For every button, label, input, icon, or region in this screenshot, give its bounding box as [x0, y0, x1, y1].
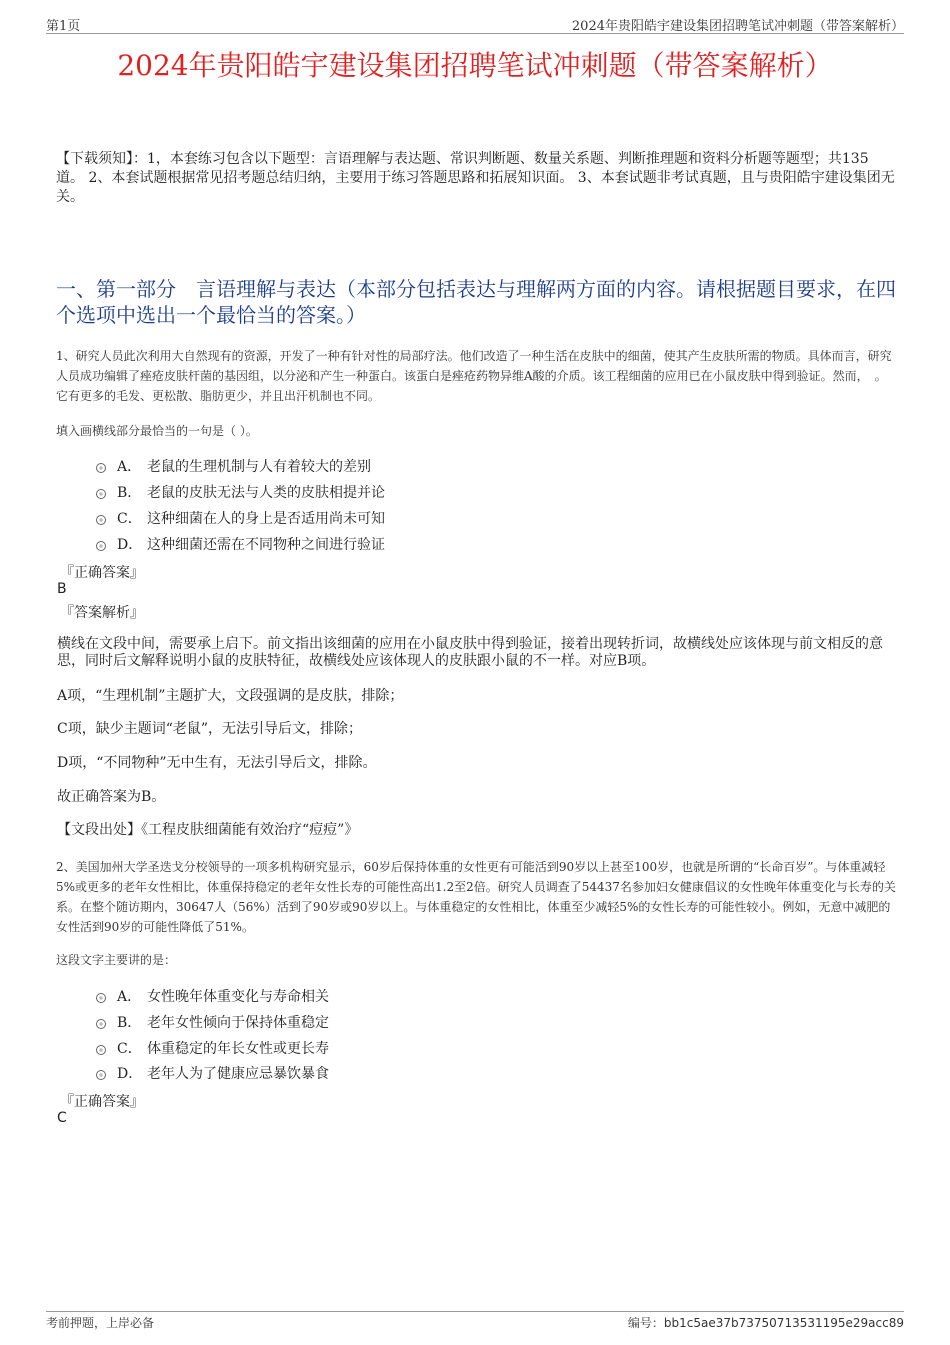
analysis-label: 『答案解析』 [60, 605, 144, 621]
question-1-prompt: 填入画横线部分最恰当的一句是（ ）。 [56, 424, 258, 438]
radio-icon[interactable] [96, 1070, 106, 1080]
correct-answer-label: 『正确答案』 [60, 1094, 144, 1110]
option-letter: C． [117, 1041, 142, 1057]
option-letter: B． [117, 485, 142, 501]
question-2-text: 2、美国加州大学圣迭戈分校领导的一项多机构研究显示，60岁后保持体重的女性更有可能活到90岁以上甚至100岁，也就是所谓的“长命百岁”。与体重减轻5%或更多的老年女性相比，体重保持稳定的老年女性长寿的可能性高出1.2至2倍。研究人员调查了54437名参加妇女健康倡议的女性晚年体重变化与长寿的关系。在整个随访期内，30647人（56%）活到了90岁或90岁以上。与体重稳定的女性相比，体重至少减轻5%的女性长寿的可能性较小。例如，无意中减肥的女性活到90岁的可能性降低了51%。 [56, 860, 896, 934]
option-text: 老年女性倾向于保持体重稳定 [147, 1015, 329, 1031]
radio-icon[interactable] [96, 515, 106, 525]
question-2-option-c[interactable] [96, 1038, 329, 1058]
option-text: 老鼠的生理机制与人有着较大的差别 [147, 459, 371, 475]
radio-icon[interactable] [96, 1045, 106, 1055]
option-letter: D． [117, 537, 143, 553]
radio-icon[interactable] [96, 541, 106, 551]
option-text: 这种细菌还需在不同物种之间进行验证 [147, 537, 385, 553]
option-letter: A． [117, 459, 142, 475]
question-1-text: 1、研究人员此次利用大自然现有的资源，开发了一种有针对性的局部疗法。他们改造了一种生活在皮肤中的细菌，使其产生皮肤所需的物质。具体而言，研究人员成功编辑了痤疮皮肤杆菌的基因组，以分泌和产生一种蛋白。该蛋白是痤疮药物异维A酸的介质。该工程细菌的应用已在小鼠皮肤中得到验证。然而， 。它有更多的毛发、更松散、脂肪更少，并且出汗机制也不同。 [56, 349, 892, 403]
footer-slogan: 考前押题，上岸必备 [46, 1316, 155, 1330]
radio-icon[interactable] [96, 463, 106, 473]
question-1-option-b[interactable] [96, 482, 385, 502]
correct-answer-label: 『正确答案』 [60, 565, 144, 581]
section-heading: 一、第一部分 言语理解与表达（本部分包括表达与理解两方面的内容。请根据题目要求，在四个选项中选出一个最恰当的答案。） [56, 277, 896, 327]
analysis-paragraph: C项，缺少主题词“老鼠”，无法引导后文，排除； [57, 721, 363, 737]
question-2-prompt: 这段文字主要讲的是： [56, 953, 177, 967]
option-letter: B． [117, 1015, 142, 1031]
analysis-paragraph: A项，“生理机制”主题扩大，文段强调的是皮肤，排除； [57, 688, 404, 704]
question-1-option-d[interactable] [96, 534, 385, 554]
radio-icon[interactable] [96, 993, 106, 1003]
header-doc-title: 2024年贵阳皓宇建设集团招聘笔试冲刺题（带答案解析） [571, 19, 904, 34]
radio-icon[interactable] [96, 1019, 106, 1029]
question-1-option-a[interactable] [96, 456, 371, 476]
question-1-answer: B [57, 581, 67, 597]
option-text: 老年人为了健康应忌暴饮暴食 [147, 1066, 329, 1082]
question-2-option-b[interactable] [96, 1012, 329, 1032]
footer-code [628, 1314, 904, 1331]
analysis-paragraph: D项，“不同物种”无中生有，无法引导后文，排除。 [57, 755, 377, 771]
radio-icon[interactable] [96, 489, 106, 499]
option-text: 体重稳定的年长女性或更长寿 [147, 1041, 329, 1057]
source-citation: 【文段出处】《工程皮肤细菌能有效治疗“痘痘”》 [57, 822, 359, 838]
footer-code-label: 编号： [627, 1316, 664, 1330]
page-number: 第1页 [46, 19, 81, 34]
option-letter: A． [117, 989, 142, 1005]
question-2-option-d[interactable] [96, 1063, 329, 1083]
footer-code-value: bb1c5ae37b73750713531195e29acc89 [663, 1316, 904, 1330]
footer-divider [46, 1311, 904, 1312]
header-divider [46, 33, 904, 34]
option-letter: D． [117, 1066, 143, 1082]
option-text: 老鼠的皮肤无法与人类的皮肤相提并论 [147, 485, 385, 501]
option-letter: C． [117, 511, 142, 527]
analysis-paragraph: 故正确答案为B。 [57, 789, 166, 805]
document-title: 2024年贵阳皓宇建设集团招聘笔试冲刺题（带答案解析） [117, 49, 833, 82]
question-2-option-a[interactable] [96, 986, 329, 1006]
download-notice: 【下载须知】：1，本套练习包含以下题型：言语理解与表达题、常识判断题、数量关系题、判断推理题和资料分析题等题型；共135道。 2、本套试题根据常见招考题总结归纳，主要用于练习答题思路和拓展知识面。 3、本套试题非考试真题，且与贵阳皓宇建设集团无关。 [56, 151, 895, 205]
option-text: 女性晚年体重变化与寿命相关 [147, 989, 329, 1005]
question-2-answer: C [57, 1110, 67, 1126]
question-1-option-c[interactable] [96, 508, 385, 528]
analysis-paragraph: 横线在文段中间，需要承上启下。前文指出该细菌的应用在小鼠皮肤中得到验证，接着出现转折词，故横线处应该体现与前文相反的意思，同时后文解释说明小鼠的皮肤特征，故横线处应该体现人的皮肤跟小鼠的不一样。对应B项。 [57, 636, 883, 669]
option-text: 这种细菌在人的身上是否适用尚未可知 [147, 511, 385, 527]
